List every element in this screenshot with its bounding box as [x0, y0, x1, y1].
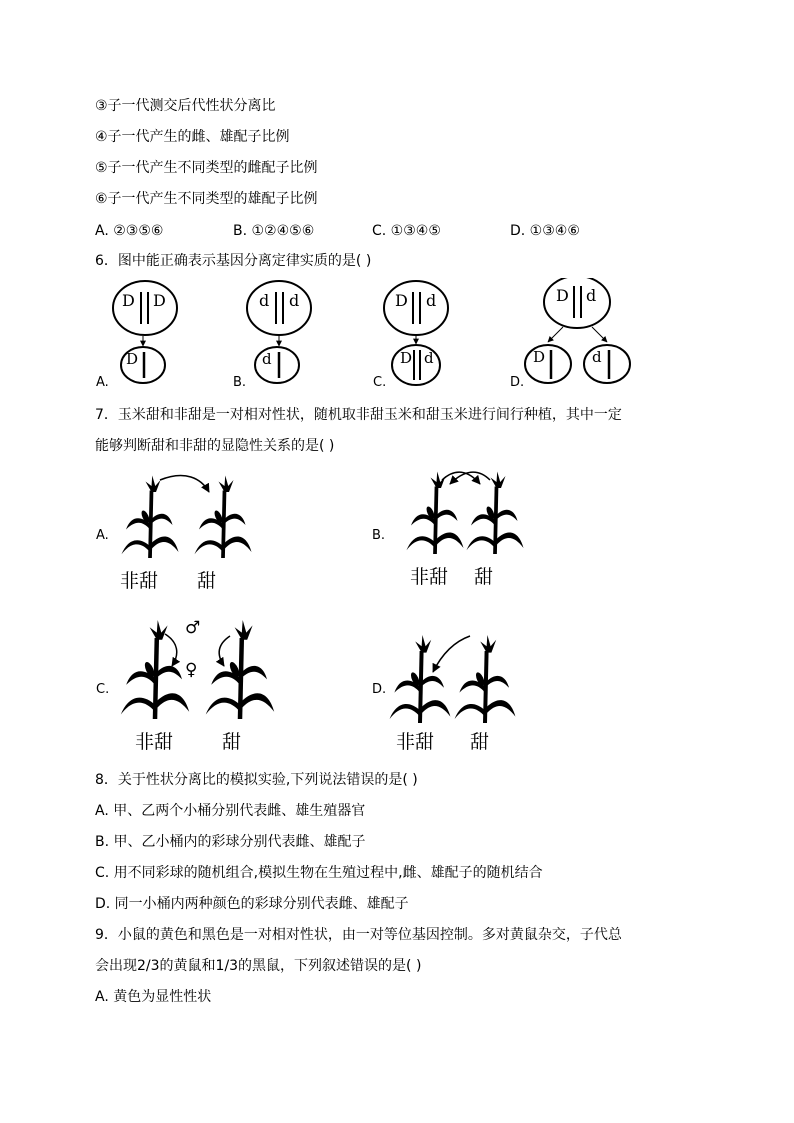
q6-label-d: D.	[510, 375, 525, 390]
list-item-4: ④子一代产生的雌、雄配子比例	[95, 129, 290, 145]
q6-diagram-d	[525, 278, 630, 383]
q8-option-a: A. 甲、乙两个小桶分别代表雌、雄生殖器官	[95, 803, 366, 819]
allele-label: D	[126, 350, 139, 368]
q5-option-c: C. ①③④⑤	[372, 223, 441, 239]
q7-c-caption-sweet: 甜	[222, 731, 242, 753]
q8-option-d: D. 同一小桶内两种颜色的彩球分别代表雌、雄配子	[95, 896, 409, 912]
allele-label: D	[533, 348, 546, 366]
q7-a-caption-nonsweet: 非甜	[120, 570, 159, 592]
allele-label: d	[586, 286, 597, 305]
allele-label: D	[400, 349, 413, 367]
q7-label-d: D.	[372, 682, 387, 697]
q7-figure-d	[385, 628, 535, 728]
q9-option-a: A. 黄色为显性性状	[95, 989, 212, 1005]
q5-option-d: D. ①③④⑥	[510, 223, 580, 239]
q7-label-c: C.	[96, 682, 110, 697]
q6-diagram-c	[384, 281, 448, 385]
q9-stem-line-1: 9．小鼠的黄色和黑色是一对相对性状，由一对等位基因控制。多对黄鼠杂交，子代总	[95, 927, 622, 943]
q7-a-caption-sweet: 甜	[197, 570, 217, 592]
list-item-6: ⑥子一代产生不同类型的雄配子比例	[95, 191, 318, 207]
q7-figure-b	[390, 466, 550, 556]
q7-b-caption-sweet: 甜	[474, 566, 494, 588]
allele-label: D	[395, 291, 408, 310]
list-item-5: ⑤子一代产生不同类型的雌配子比例	[95, 160, 318, 176]
q6-diagram-b	[247, 281, 311, 383]
q6-label-c: C.	[373, 375, 387, 390]
q7-b-caption-nonsweet: 非甜	[410, 566, 449, 588]
list-item-3: ③子一代测交后代性状分离比	[95, 98, 276, 114]
allele-label: D	[122, 291, 135, 310]
q8-option-b: B. 甲、乙小桶内的彩球分别代表雌、雄配子	[95, 834, 366, 850]
allele-label: D	[556, 286, 569, 305]
q7-stem-line-2: 能够判断甜和非甜的显隐性关系的是( )	[95, 438, 335, 454]
q6-diagram-a	[113, 281, 177, 383]
q8-stem: 8．关于性状分离比的模拟实验,下列说法错误的是( )	[95, 772, 418, 788]
q6-figure	[0, 278, 794, 398]
q5-option-b: B. ①②④⑤⑥	[233, 223, 315, 239]
female-symbol: ♀	[185, 660, 198, 680]
q7-d-caption-nonsweet: 非甜	[396, 731, 435, 753]
allele-label: d	[259, 291, 270, 310]
male-symbol: ♂	[185, 618, 201, 638]
q7-label-a: A.	[96, 528, 109, 543]
q8-option-c: C. 用不同彩球的随机组合,模拟生物在生殖过程中,雌、雄配子的随机结合	[95, 865, 543, 881]
allele-label: d	[262, 350, 272, 368]
allele-label: d	[592, 348, 602, 366]
q7-d-caption-sweet: 甜	[470, 731, 490, 753]
q6-stem: 6．图中能正确表示基因分离定律实质的是( )	[95, 253, 372, 269]
allele-label: d	[426, 291, 437, 310]
q7-c-caption-nonsweet: 非甜	[135, 731, 174, 753]
allele-label: D	[153, 291, 166, 310]
q9-stem-line-2: 会出现2/3的黄鼠和1/3的黑鼠，下列叙述错误的是( )	[95, 958, 422, 974]
q6-label-b: B.	[233, 375, 247, 390]
allele-label: d	[289, 291, 300, 310]
q6-label-a: A.	[96, 375, 109, 390]
q7-figure-a	[105, 470, 265, 560]
allele-label: d	[424, 349, 434, 367]
q7-stem-line-1: 7．玉米甜和非甜是一对相对性状，随机取非甜玉米和甜玉米进行间行种植，其中一定	[95, 407, 622, 423]
q5-option-a: A. ②③⑤⑥	[95, 223, 164, 239]
q7-label-b: B.	[372, 528, 386, 543]
